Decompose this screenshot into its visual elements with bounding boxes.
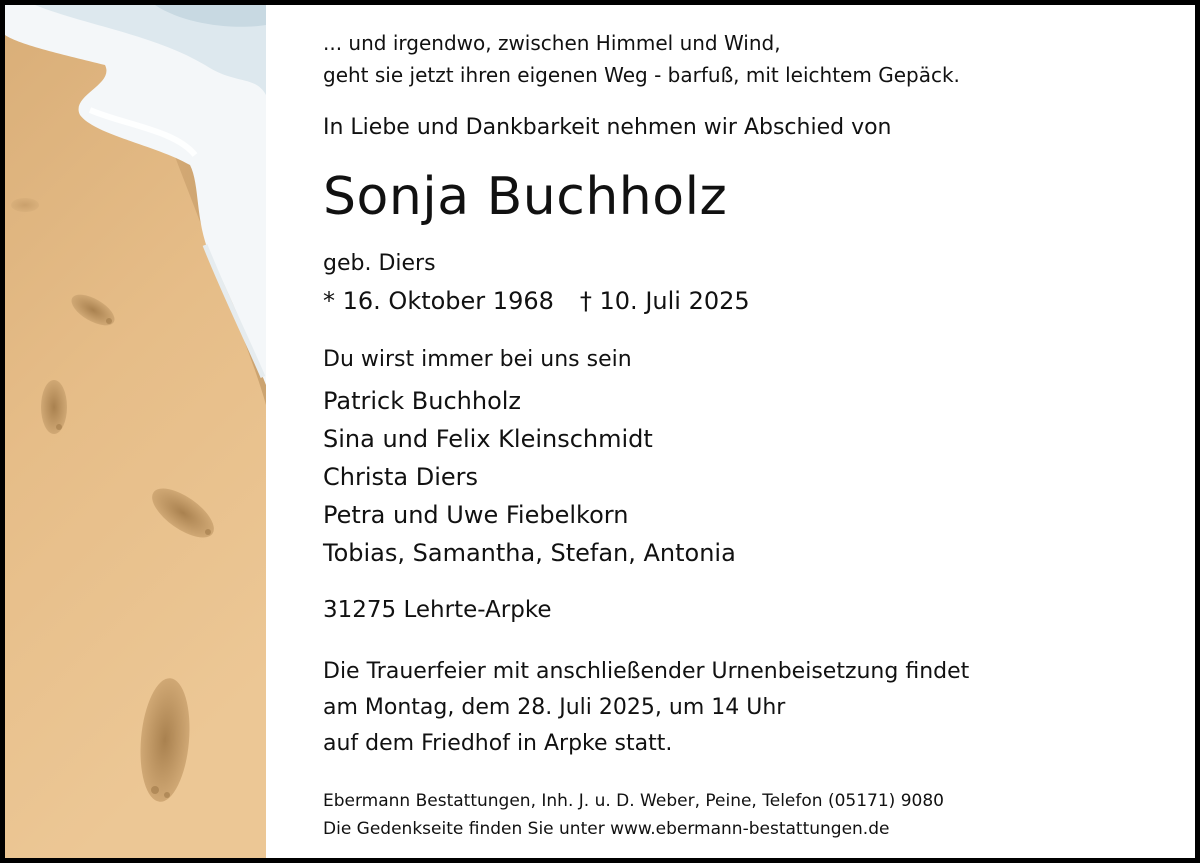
- deceased-name: Sonja Buchholz: [323, 167, 728, 227]
- funeral-home-info: Ebermann Bestattungen, Inh. J. u. D. Weber, Peine, Telefon (05171) 9080: [323, 791, 944, 811]
- beach-footprints-image: [5, 5, 266, 858]
- service-line-3: auf dem Friedhof in Arpke statt.: [323, 731, 673, 756]
- maiden-name: geb. Diers: [323, 251, 436, 276]
- motto-line-2: geht sie jetzt ihren eigenen Weg - barfuß, mit leichtem Gepäck.: [323, 63, 960, 87]
- intro-text: In Liebe und Dankbarkeit nehmen wir Abschied von: [323, 115, 892, 140]
- service-line-1: Die Trauerfeier mit anschließender Urnenbeisetzung findet: [323, 659, 970, 684]
- motto-line-1: ... und irgendwo, zwischen Himmel und Wind,: [323, 31, 781, 55]
- place-text: 31275 Lehrte-Arpke: [323, 597, 552, 623]
- farewell-text: Du wirst immer bei uns sein: [323, 347, 632, 372]
- memorial-page-info: Die Gedenkseite finden Sie unter www.ebermann-bestattungen.de: [323, 819, 890, 839]
- life-dates: [323, 287, 750, 315]
- death-date: † 10. Juli 2025: [579, 287, 750, 315]
- mourner-name: Sina und Felix Kleinschmidt: [323, 425, 653, 453]
- birth-date: * 16. Oktober 1968: [323, 287, 554, 315]
- mourner-name: Petra und Uwe Fiebelkorn: [323, 501, 629, 529]
- mourner-name: Christa Diers: [323, 463, 479, 491]
- mourner-name: Patrick Buchholz: [323, 387, 522, 415]
- mourner-name: Tobias, Samantha, Stefan, Antonia: [323, 539, 736, 567]
- service-line-2: am Montag, dem 28. Juli 2025, um 14 Uhr: [323, 695, 786, 720]
